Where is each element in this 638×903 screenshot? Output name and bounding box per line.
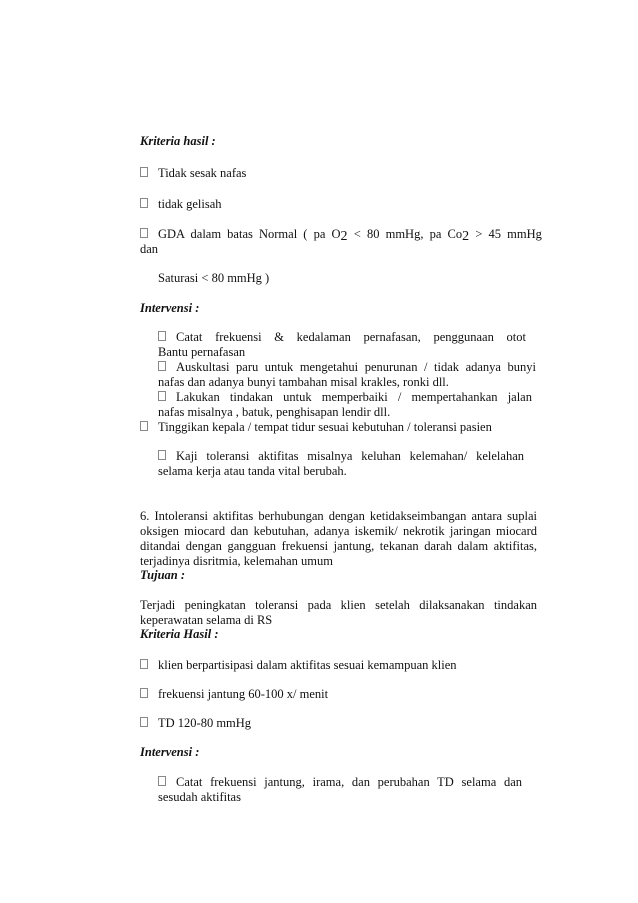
list-item: Lakukan tindakan untuk memperbaiki / mempertahankan jalan [158,390,532,405]
bullet-box-icon [140,659,148,669]
section6-paragraph-line: terjadinya disritmia, kelemahan umum [140,554,333,568]
list-item: TD 120-80 mmHg [140,716,251,731]
tujuan-text: Terjadi peningkatan toleransi pada klien setelah dilaksanakan tindakan [140,598,537,612]
section6-paragraph-line: 6. Intoleransi aktifitas berhubungan dengan ketidakseimbangan antara suplai [140,509,537,523]
list-item: Tidak sesak nafas [140,166,246,181]
bullet-box-icon [140,688,148,698]
list-item: frekuensi jantung 60-100 x/ menit [140,687,328,702]
bullet-box-icon [140,717,148,727]
list-item-cont: selama kerja atau tanda vital berubah. [158,464,347,478]
intervensi-heading-2: Intervensi : [140,745,200,759]
list-item: Catat frekuensi & kedalaman pernafasan, penggunaan otot [158,330,526,345]
section6-paragraph-line: oksigen miocard dan kebutuhan, adanya iskemik/ nekrotik jaringan miocard [140,524,537,538]
list-item-cont: nafas misalnya , batuk, penghisapan lendir dll. [158,405,391,419]
gda-continuation: dan [140,242,159,256]
list-item-cont: nafas dan adanya bunyi tambahan misal krakles, ronki dll. [158,375,449,389]
tujuan-text: keperawatan selama di RS [140,613,273,627]
kriteria-hasil-heading-2: Kriteria Hasil : [140,627,219,641]
list-item: tidak gelisah [140,197,222,212]
bullet-box-icon [158,331,166,341]
bullet-box-icon [158,776,166,786]
list-item: Auskultasi paru untuk mengetahui penurunan / tidak adanya bunyi [158,360,536,375]
intervensi-heading: Intervensi : [140,301,200,315]
gda-line: GDA dalam batas Normal ( pa O2 < 80 mmHg, pa Co2 > 45 mmHg [140,227,537,242]
bullet-box-icon [140,228,148,238]
bullet-box-icon [158,361,166,371]
list-item-cont: sesudah aktifitas [158,790,241,804]
bullet-box-icon [158,450,166,460]
saturasi-text: Saturasi < 80 mmHg ) [158,271,270,285]
list-item-cont: Bantu pernafasan [158,345,246,359]
bullet-box-icon [140,421,148,431]
bullet-box-icon [140,167,148,177]
bullet-box-icon [140,198,148,208]
list-item: Kaji toleransi aktifitas misalnya keluhan kelemahan/ kelelahan [158,449,524,464]
section6-paragraph-line: ditandai dengan gangguan frekuensi jantung, tekanan darah dalam aktifitas, [140,539,537,553]
kriteria-hasil-heading: Kriteria hasil : [140,134,216,148]
bullet-box-icon [158,391,166,401]
list-item: klien berpartisipasi dalam aktifitas sesuai kemampuan klien [140,658,457,673]
tujuan-heading: Tujuan : [140,568,186,582]
list-item: Tinggikan kepala / tempat tidur sesuai kebutuhan / toleransi pasien [140,420,492,435]
list-item: Catat frekuensi jantung, irama, dan perubahan TD selama dan [158,775,522,790]
